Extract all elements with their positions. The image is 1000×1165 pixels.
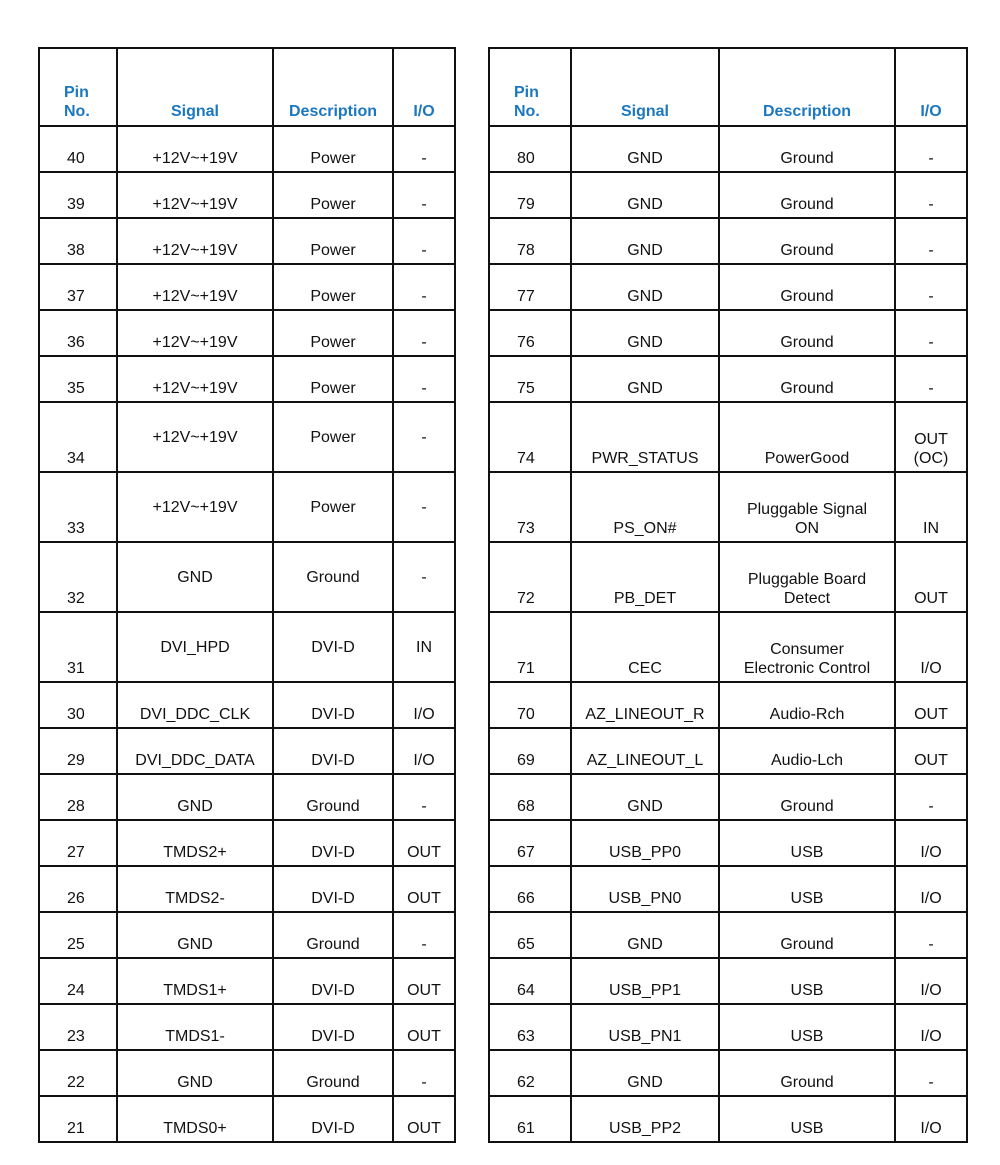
pin-number-cell: 24	[39, 958, 117, 1004]
signal-cell: +12V~+19V	[117, 356, 273, 402]
pin-number-cell: 66	[489, 866, 571, 912]
signal-cell: PWR_STATUS	[571, 402, 719, 472]
pin-number-cell: 76	[489, 310, 571, 356]
table-row	[39, 356, 455, 402]
description-cell: Power	[273, 126, 393, 172]
io-cell: OUT	[393, 820, 455, 866]
io-cell: -	[393, 402, 455, 472]
pin-number-cell: 70	[489, 682, 571, 728]
description-header: Description	[719, 48, 895, 126]
table-row	[489, 1050, 967, 1096]
io-cell: -	[895, 218, 967, 264]
pin-number-cell: 23	[39, 1004, 117, 1050]
description-cell: Ground	[719, 218, 895, 264]
io-cell: -	[895, 774, 967, 820]
pin-number-cell: 40	[39, 126, 117, 172]
io-cell: IN	[393, 612, 455, 682]
signal-cell: USB_PP2	[571, 1096, 719, 1142]
table-row	[489, 1004, 967, 1050]
pin-number-cell: 22	[39, 1050, 117, 1096]
table-row	[489, 1096, 967, 1142]
pin-number-cell: 79	[489, 172, 571, 218]
description-cell: DVI-D	[273, 820, 393, 866]
io-cell: OUT	[895, 728, 967, 774]
pin-number-cell: 77	[489, 264, 571, 310]
io-cell: I/O	[895, 1004, 967, 1050]
signal-cell: CEC	[571, 612, 719, 682]
pin-number-cell: 25	[39, 912, 117, 958]
signal-cell: +12V~+19V	[117, 172, 273, 218]
io-cell: I/O	[895, 866, 967, 912]
io-cell: -	[393, 218, 455, 264]
pin-number-cell: 27	[39, 820, 117, 866]
signal-header: Signal	[117, 48, 273, 126]
pin-number-cell: 78	[489, 218, 571, 264]
io-cell: -	[895, 356, 967, 402]
io-cell: -	[895, 310, 967, 356]
description-cell: DVI-D	[273, 1096, 393, 1142]
description-cell: Ground	[273, 1050, 393, 1096]
io-cell: OUT	[393, 866, 455, 912]
pin-number-cell: 29	[39, 728, 117, 774]
description-cell: Ground	[719, 356, 895, 402]
signal-cell: PB_DET	[571, 542, 719, 612]
description-cell: Ground	[719, 264, 895, 310]
signal-cell: TMDS2-	[117, 866, 273, 912]
signal-cell: USB_PP0	[571, 820, 719, 866]
description-cell: Power	[273, 264, 393, 310]
header-row	[39, 48, 455, 126]
table-row	[39, 126, 455, 172]
pin-number-cell: 80	[489, 126, 571, 172]
table-row	[489, 472, 967, 542]
io-cell: OUT	[393, 1096, 455, 1142]
description-cell: Ground	[719, 774, 895, 820]
table-row	[489, 218, 967, 264]
signal-cell: GND	[571, 1050, 719, 1096]
signal-cell: GND	[117, 542, 273, 612]
pin-number-cell: 74	[489, 402, 571, 472]
pin-number-cell: 31	[39, 612, 117, 682]
signal-cell: +12V~+19V	[117, 218, 273, 264]
signal-cell: TMDS0+	[117, 1096, 273, 1142]
description-cell: Pluggable Board Detect	[719, 542, 895, 612]
io-cell: -	[393, 472, 455, 542]
signal-cell: TMDS1-	[117, 1004, 273, 1050]
description-cell: Consumer Electronic Control	[719, 612, 895, 682]
pin-number-cell: 68	[489, 774, 571, 820]
pin-number-cell: 62	[489, 1050, 571, 1096]
table-row	[489, 820, 967, 866]
signal-header: Signal	[571, 48, 719, 126]
signal-cell: GND	[571, 774, 719, 820]
table-row	[489, 172, 967, 218]
table-row	[39, 728, 455, 774]
description-cell: Pluggable Signal ON	[719, 472, 895, 542]
io-cell: -	[895, 126, 967, 172]
pin-number-cell: 37	[39, 264, 117, 310]
io-cell: -	[895, 264, 967, 310]
description-cell: Audio-Rch	[719, 682, 895, 728]
signal-cell: GND	[117, 1050, 273, 1096]
signal-cell: +12V~+19V	[117, 264, 273, 310]
table-row	[489, 542, 967, 612]
signal-cell: +12V~+19V	[117, 126, 273, 172]
description-cell: Ground	[273, 774, 393, 820]
io-cell: -	[895, 172, 967, 218]
table-row	[39, 402, 455, 472]
signal-cell: DVI_HPD	[117, 612, 273, 682]
io-cell: -	[393, 310, 455, 356]
description-cell: DVI-D	[273, 866, 393, 912]
description-cell: USB	[719, 866, 895, 912]
signal-cell: PS_ON#	[571, 472, 719, 542]
description-cell: Power	[273, 310, 393, 356]
table-row	[39, 612, 455, 682]
table-row	[39, 958, 455, 1004]
io-cell: -	[895, 912, 967, 958]
description-cell: Power	[273, 172, 393, 218]
io-header: I/O	[393, 48, 455, 126]
signal-cell: AZ_LINEOUT_L	[571, 728, 719, 774]
io-cell: OUT	[895, 682, 967, 728]
io-cell: OUT	[393, 958, 455, 1004]
table-row	[489, 356, 967, 402]
table-row	[39, 310, 455, 356]
table-row	[39, 820, 455, 866]
description-cell: DVI-D	[273, 682, 393, 728]
signal-cell: GND	[571, 356, 719, 402]
table-row	[39, 774, 455, 820]
signal-cell: +12V~+19V	[117, 310, 273, 356]
table-row	[39, 218, 455, 264]
description-cell: Ground	[719, 912, 895, 958]
pin-number-cell: 75	[489, 356, 571, 402]
io-cell: -	[393, 912, 455, 958]
description-cell: Ground	[273, 912, 393, 958]
io-cell: -	[393, 542, 455, 612]
signal-cell: GND	[571, 310, 719, 356]
pin-number-cell: 71	[489, 612, 571, 682]
description-cell: USB	[719, 1096, 895, 1142]
io-cell: -	[393, 126, 455, 172]
pin-number-cell: 35	[39, 356, 117, 402]
description-cell: Power	[273, 218, 393, 264]
io-header: I/O	[895, 48, 967, 126]
pin-number-cell: 36	[39, 310, 117, 356]
description-cell: USB	[719, 820, 895, 866]
table-row	[39, 542, 455, 612]
table-row	[39, 912, 455, 958]
description-cell: DVI-D	[273, 612, 393, 682]
table-row	[489, 682, 967, 728]
pin-number-cell: 26	[39, 866, 117, 912]
pin-number-cell: 73	[489, 472, 571, 542]
table-row	[39, 172, 455, 218]
pin-number-cell: 67	[489, 820, 571, 866]
description-cell: Power	[273, 472, 393, 542]
table-row	[489, 264, 967, 310]
description-header: Description	[273, 48, 393, 126]
signal-cell: DVI_DDC_DATA	[117, 728, 273, 774]
description-cell: Ground	[719, 1050, 895, 1096]
table-row	[489, 612, 967, 682]
table-row	[39, 682, 455, 728]
signal-cell: GND	[571, 218, 719, 264]
table-row	[39, 472, 455, 542]
description-cell: PowerGood	[719, 402, 895, 472]
pin-number-cell: 65	[489, 912, 571, 958]
pin-number-cell: 63	[489, 1004, 571, 1050]
signal-cell: GND	[571, 912, 719, 958]
pin-number-cell: 72	[489, 542, 571, 612]
pin-number-header: Pin No.	[489, 48, 571, 126]
io-cell: I/O	[895, 958, 967, 1004]
io-cell: IN	[895, 472, 967, 542]
table-row	[489, 728, 967, 774]
description-cell: DVI-D	[273, 1004, 393, 1050]
description-cell: Power	[273, 402, 393, 472]
description-cell: Ground	[273, 542, 393, 612]
description-cell: USB	[719, 1004, 895, 1050]
pin-number-cell: 69	[489, 728, 571, 774]
pin-number-cell: 38	[39, 218, 117, 264]
signal-cell: +12V~+19V	[117, 472, 273, 542]
table-row	[489, 912, 967, 958]
signal-cell: GND	[571, 172, 719, 218]
table-row	[489, 310, 967, 356]
io-cell: I/O	[393, 728, 455, 774]
header-row	[489, 48, 967, 126]
signal-cell: TMDS2+	[117, 820, 273, 866]
description-cell: Ground	[719, 172, 895, 218]
table-row	[489, 126, 967, 172]
signal-cell: USB_PP1	[571, 958, 719, 1004]
pin-number-cell: 61	[489, 1096, 571, 1142]
table-row	[489, 774, 967, 820]
pin-number-cell: 21	[39, 1096, 117, 1142]
pin-number-cell: 34	[39, 402, 117, 472]
pin-number-cell: 39	[39, 172, 117, 218]
table-row	[39, 1004, 455, 1050]
signal-cell: GND	[571, 264, 719, 310]
pin-number-cell: 33	[39, 472, 117, 542]
table-row	[489, 958, 967, 1004]
pin-number-cell: 64	[489, 958, 571, 1004]
signal-cell: USB_PN0	[571, 866, 719, 912]
right-pin-table	[488, 47, 968, 1143]
pin-number-cell: 28	[39, 774, 117, 820]
pin-number-cell: 30	[39, 682, 117, 728]
signal-cell: GND	[117, 912, 273, 958]
io-cell: OUT (OC)	[895, 402, 967, 472]
description-cell: Ground	[719, 310, 895, 356]
io-cell: OUT	[393, 1004, 455, 1050]
io-cell: I/O	[895, 612, 967, 682]
table-row	[489, 866, 967, 912]
pin-number-header: Pin No.	[39, 48, 117, 126]
table-row	[489, 402, 967, 472]
signal-cell: DVI_DDC_CLK	[117, 682, 273, 728]
io-cell: -	[393, 172, 455, 218]
signal-cell: TMDS1+	[117, 958, 273, 1004]
left-pin-table	[38, 47, 456, 1143]
io-cell: OUT	[895, 542, 967, 612]
io-cell: I/O	[393, 682, 455, 728]
signal-cell: AZ_LINEOUT_R	[571, 682, 719, 728]
signal-cell: GND	[117, 774, 273, 820]
table-row	[39, 264, 455, 310]
io-cell: I/O	[895, 820, 967, 866]
signal-cell: +12V~+19V	[117, 402, 273, 472]
description-cell: Ground	[719, 126, 895, 172]
description-cell: DVI-D	[273, 958, 393, 1004]
table-row	[39, 1096, 455, 1142]
signal-cell: USB_PN1	[571, 1004, 719, 1050]
description-cell: Power	[273, 356, 393, 402]
description-cell: USB	[719, 958, 895, 1004]
description-cell: Audio-Lch	[719, 728, 895, 774]
signal-cell: GND	[571, 126, 719, 172]
table-row	[39, 1050, 455, 1096]
io-cell: -	[393, 774, 455, 820]
description-cell: DVI-D	[273, 728, 393, 774]
io-cell: I/O	[895, 1096, 967, 1142]
io-cell: -	[393, 356, 455, 402]
io-cell: -	[393, 1050, 455, 1096]
pin-number-cell: 32	[39, 542, 117, 612]
table-row	[39, 866, 455, 912]
io-cell: -	[393, 264, 455, 310]
io-cell: -	[895, 1050, 967, 1096]
